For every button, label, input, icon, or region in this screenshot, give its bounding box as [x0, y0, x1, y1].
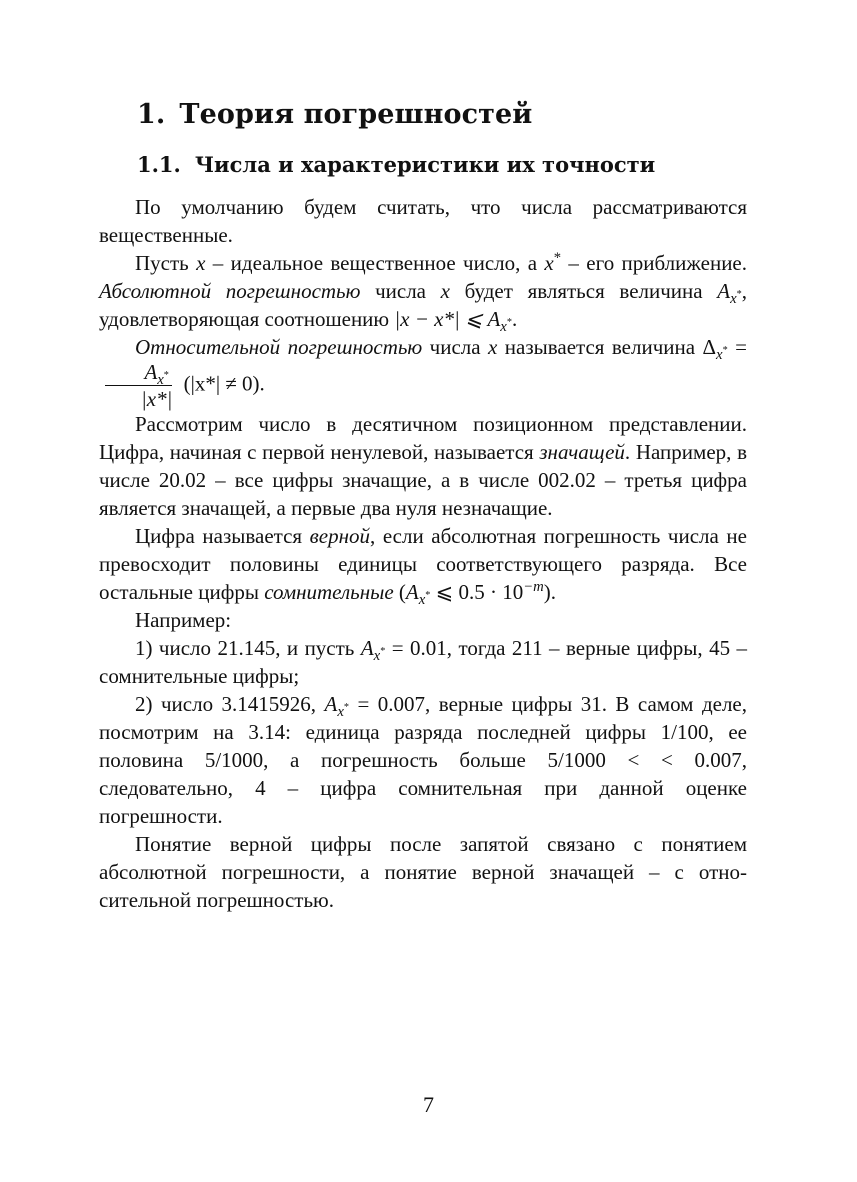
text-span: . Например, в числе 20.02 – все цифры значащие, а в числе 002.02 – третья цифра является значащей, а первые два нуля незначащие.: [99, 440, 747, 520]
section-title-text: Числа и характеристики их точности: [194, 152, 656, 177]
math-x-sub: x: [500, 319, 507, 336]
paragraph-correct-digit: [99, 522, 747, 609]
term-relative-error: Относительной погрешностью: [135, 335, 423, 359]
paragraph-example-2: [99, 690, 747, 830]
section-number: 1.1.: [137, 152, 181, 177]
math-x: x: [440, 279, 450, 303]
page-number: 7: [423, 1092, 434, 1117]
text-span: ⩽ 0.5 · 10: [430, 580, 524, 604]
text-span: будет являться величина: [450, 279, 718, 303]
text-span: .: [511, 307, 518, 331]
text-span: Цифра называется: [135, 524, 310, 548]
math-x-star: x: [544, 251, 554, 275]
text-span: = 0.01, тогда 211 – верные цифры, 45 – сомнительные цифры;: [99, 636, 747, 688]
math-A: A: [360, 636, 374, 660]
math-star: *: [736, 289, 742, 301]
math-x-sub: x: [157, 372, 164, 389]
paragraph-relative-error: Относительной погрешностью числа x называется величина $\Delta_{x^*}$ = $\frac{A_{x^*}}{|x*|}$ (|x*| ≠ 0).: [99, 333, 747, 410]
text-span: Пусть: [135, 251, 197, 275]
math-condition: (|x*| ≠ 0).: [183, 371, 265, 396]
text-span: – идеальное вещественное число, а: [205, 251, 545, 275]
text-span: (: [398, 580, 406, 604]
paragraph-absolute-error: [99, 249, 748, 336]
paragraph-example-1: [99, 634, 747, 690]
math-star: *: [506, 317, 512, 329]
math-x-sub: x: [373, 648, 381, 665]
text-span: = 0.007, верные цифры 31. В самом деле, посмотрим на 3.14: единица разряда последней цифры 1/100, ее половина 5/1000, а погрешность больше 5/1000 < < 0.007, следовательно, 4 – цифра сомнительная при данной оценке погрешности.: [99, 692, 747, 828]
math-exponent: −m: [523, 579, 544, 595]
text-span: 1) число 21.145, и пусть: [135, 636, 361, 660]
math-star: *: [163, 370, 169, 382]
paragraph-significant-digits: [99, 410, 747, 522]
chapter-title: [99, 98, 747, 132]
paragraph-real-numbers: По умолчанию будем считать, что числа рассматриваются вещественные.: [99, 195, 747, 247]
math-x-sub: x: [337, 704, 344, 721]
text-span: 2) число 3.1415926,: [135, 692, 325, 716]
text-span: числа: [360, 279, 441, 303]
text-span: – его приближение.: [561, 251, 748, 275]
term-absolute-error: Абсолютной погрешностью: [99, 279, 361, 303]
math-x: x: [488, 335, 498, 359]
section-title: [99, 150, 747, 180]
math-A: A: [717, 279, 731, 303]
text-span: называется величина: [497, 335, 703, 359]
math-A: A: [144, 360, 158, 384]
text-span: , удовлетворяющая соотношению: [99, 279, 748, 331]
math-fraction: [105, 361, 172, 410]
document-page: [99, 98, 747, 914]
math-star: *: [722, 345, 728, 357]
chapter-title-text: Теория погрешностей: [179, 99, 533, 130]
text-span: Рассмотрим число в десятичном позиционном представлении. Цифра, начиная с первой ненулевой, называется: [99, 412, 747, 464]
math-A: A: [487, 307, 501, 331]
fraction-numerator: [105, 360, 172, 389]
paragraph-conclusion: Понятие верной цифры после запятой связано с понятием абсолютной погрешности, а понятие верной значащей – с относительной погрешностью.: [99, 832, 747, 912]
math-x-sub: x: [418, 592, 426, 609]
math-star: *: [380, 646, 386, 658]
math-A: A: [405, 580, 419, 604]
math-x: x: [196, 251, 206, 275]
chapter-number: 1.: [137, 99, 166, 130]
math-x-sub: x: [716, 347, 723, 364]
math-delta: Δ: [702, 335, 717, 359]
body-text: [99, 193, 747, 914]
text-span: ).: [543, 580, 557, 604]
math-star: *: [553, 250, 562, 266]
math-star: *: [425, 590, 431, 602]
fraction-denominator: |x*|: [141, 387, 173, 411]
math-x-sub: x: [730, 291, 737, 308]
text-span: числа: [422, 335, 489, 359]
math-star: *: [343, 702, 350, 714]
term-doubtful: сомнительные: [264, 580, 394, 604]
text-span: , если абсолютная погрешность числа не превосходит половины единицы соответствующего разряда. Все остальные цифры: [99, 524, 747, 604]
math-abs-relation: |x − x*| ⩽: [394, 307, 488, 331]
term-significant: значащей: [539, 440, 625, 464]
term-correct: верной: [309, 524, 370, 548]
math-A: A: [324, 692, 338, 716]
paragraph-example-label: Например:: [135, 608, 232, 632]
